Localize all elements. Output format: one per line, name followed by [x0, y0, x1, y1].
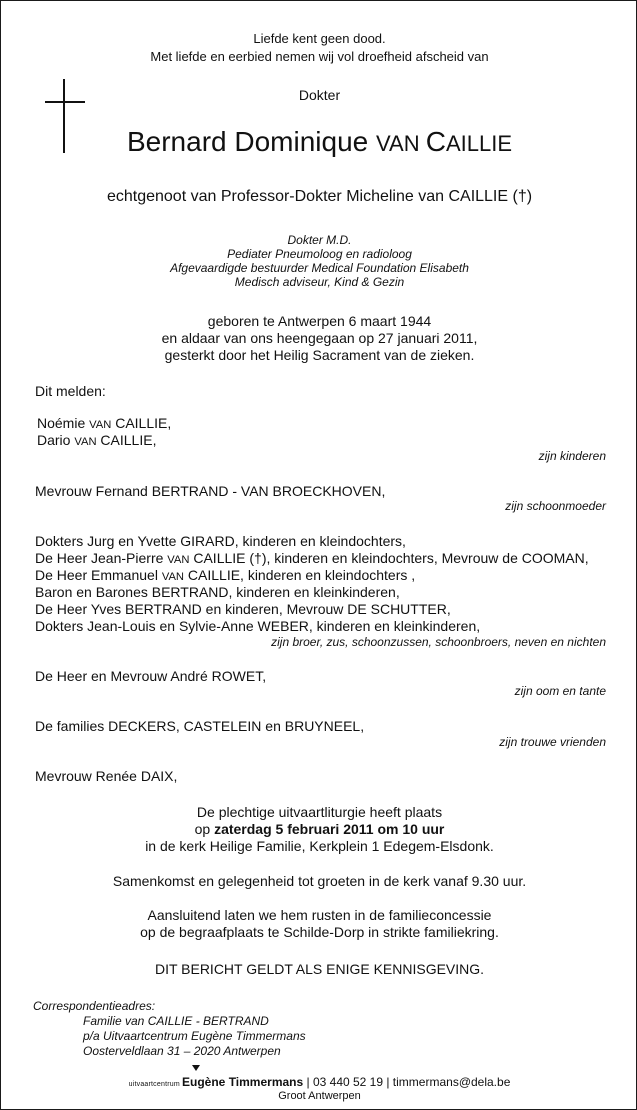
mother-in-law-name: Mevrouw Fernand BERTRAND - VAN BROECKHOVEN, — [35, 483, 386, 499]
sibling-line: De Heer Yves BERTRAND en kinderen, Mevrouw DE SCHUTTER, — [35, 601, 451, 617]
title-prefix: Dokter — [298, 87, 341, 103]
birth-line: geboren te Antwerpen 6 maart 1944 — [207, 313, 432, 329]
friends-name: De families DECKERS, CASTELEIN en BRUYNEEL, — [35, 718, 365, 734]
sibling-line: De Heer Emmanuel VAN CAILLIE, kinderen en kleindochters , — [35, 567, 416, 583]
child-name: Noémie VAN CAILLIE, — [37, 415, 172, 431]
name-given: Bernard Dominique — [126, 126, 369, 157]
footer-contact: | 03 440 52 19 | timmermans@dela.be — [303, 1075, 511, 1089]
header-intro: Met liefde en eerbied nemen wij vol droefheid afscheid van — [150, 49, 489, 64]
correspondence-line: p/a Uitvaartcentrum Eugène Timmermans — [83, 1029, 306, 1043]
credential-line: Afgevaardigde bestuurder Medical Foundation Elisabeth — [170, 261, 469, 275]
deceased-name — [1, 125, 637, 161]
footer-brand: Eugène Timmermans — [182, 1075, 304, 1089]
role-friends: zijn trouwe vrienden — [499, 735, 606, 749]
sibling-line: Dokters Jean-Louis en Sylvie-Anne WEBER, kinderen en kleinkinderen, — [35, 618, 481, 634]
sibling-line: De Heer Jean-Pierre VAN CAILLIE (†), kinderen en kleindochters, Mevrouw de COOMAN, — [35, 550, 589, 566]
correspondence-line: Familie van CAILLIE - BERTRAND — [83, 1014, 269, 1028]
announcers-intro: Dit melden: — [35, 383, 106, 399]
ceremony-date: op zaterdag 5 februari 2011 om 10 uur — [194, 821, 445, 837]
correspondence-label: Correspondentieadres: — [33, 999, 156, 1013]
spouse-line: echtgenoot van Professor-Dokter Micheline van CAILLIE (†) — [106, 188, 533, 205]
burial-line: op de begraafplaats te Schilde-Dorp in strikte familiekring. — [140, 924, 499, 940]
credential-line: Medisch adviseur, Kind & Gezin — [234, 275, 405, 289]
sibling-line: Dokters Jurg en Yvette GIRARD, kinderen en kleindochters, — [35, 533, 406, 549]
name-family-small: VAN — [376, 131, 426, 156]
role-mother-in-law: zijn schoonmoeder — [505, 499, 606, 513]
role-children: zijn kinderen — [538, 449, 606, 463]
correspondence-line: Oosterveldlaan 31 – 2020 Antwerpen — [83, 1044, 281, 1058]
triangle-icon — [192, 1065, 200, 1071]
child-name: Dario VAN CAILLIE, — [37, 432, 157, 448]
uncle-aunt-name: De Heer en Mevrouw André ROWET, — [35, 668, 267, 684]
death-line: en aldaar van ons heengegaan op 27 januari 2011, — [161, 330, 478, 346]
daix-name: Mevrouw Renée DAIX, — [35, 768, 178, 784]
gathering-line: Samenkomst en gelegenheid tot groeten in de kerk vanaf 9.30 uur. — [112, 873, 527, 889]
footer-region: Groot Antwerpen — [278, 1090, 361, 1102]
name-family-cap: C — [425, 126, 446, 157]
role-siblings: zijn broer, zus, schoonzussen, schoonbroers, neven en nichten — [271, 635, 606, 649]
credential-line: Dokter M.D. — [287, 233, 352, 247]
name-family-rest: AILLIE — [445, 131, 513, 156]
sacrament-line: gesterkt door het Heilig Sacrament van de zieken. — [164, 347, 475, 363]
notice-line: DIT BERICHT GELDT ALS ENIGE KENNISGEVING. — [154, 961, 485, 977]
ceremony-line: De plechtige uitvaartliturgie heeft plaats — [196, 804, 443, 820]
funeral-home-footer — [1, 1073, 637, 1091]
burial-line: Aansluitend laten we hem rusten in de familieconcessie — [147, 907, 492, 923]
sibling-line: Baron en Barones BERTRAND, kinderen en kleinkinderen, — [35, 584, 400, 600]
ceremony-location: in de kerk Heilige Familie, Kerkplein 1 Edegem-Elsdonk. — [145, 838, 494, 854]
footer-small: uitvaartcentrum — [128, 1081, 183, 1088]
role-uncle-aunt: zijn oom en tante — [514, 684, 606, 698]
credential-line: Pediater Pneumoloog en radioloog — [227, 247, 412, 261]
header-motto: Liefde kent geen dood. — [253, 31, 386, 46]
